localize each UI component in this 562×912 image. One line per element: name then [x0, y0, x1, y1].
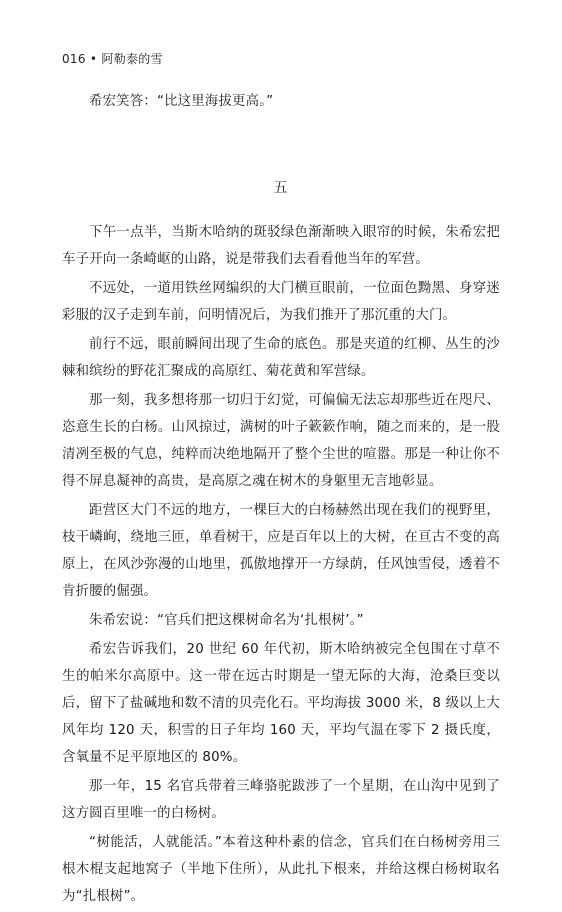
paragraph: 那一刻，我多想将那一切归于幻觉，可偏偏无法忘却那些近在咫尺、恣意生长的白杨。山风掠过，满树的叶子簌簌作响，随之而来的，是一股清冽至极的气息，纯粹而决绝地隔开了整个尘世的喧嚣。那是一种让你不得不屏息凝神的高贵，是高原之魂在树木的身躯里无言地彰显。 [62, 393, 500, 489]
paragraph: 距营区大门不远的地方，一棵巨大的白杨赫然出现在我们的视野里，枝干嶙峋，绕地三匝，单看树干，应是百年以上的大树，在亘古不变的高原上，在风沙弥漫的山地里，孤傲地撑开一方绿荫，任风蚀雪侵，透着不肯折腰的倔强。 [62, 503, 500, 599]
page-body [62, 88, 500, 912]
paragraph: 前行不远，眼前瞬间出现了生命的底色。那是夹道的红柳、丛生的沙棘和缤纷的野花汇聚成的高原红、菊花黄和军营绿。 [62, 337, 500, 379]
paragraph: “树能活，人就能活。”本着这种朴素的信念，官兵们在白杨树旁用三根木棍支起地窝子（半地下住所），从此扎下根来，并给这棵白杨树取名为“扎根树”。 [62, 835, 500, 904]
paragraph: 那一年，15 名官兵带着三峰骆驼跋涉了一个星期，在山沟中见到了这方圆百里唯一的白杨树。 [62, 779, 500, 821]
paragraph: 下午一点半，当斯木哈纳的斑驳绿色渐渐映入眼帘的时候，朱希宏把车子开向一条崎岖的山路，说是带我们去看看他当年的军营。 [62, 225, 500, 267]
section-paragraphs [62, 219, 500, 910]
lead-paragraph: 希宏笑答：“比这里海拔更高。” [89, 94, 274, 109]
paragraph: 朱希宏说：“官兵们把这棵树命名为‘扎根树’。” [89, 613, 364, 628]
paragraph: 不远处，一道用铁丝网编织的大门横亘眼前，一位面色黝黑、身穿迷彩服的汉子走到车前，问明情况后，为我们推开了那沉重的大门。 [62, 281, 500, 323]
section-heading: 五 [273, 180, 289, 196]
running-head: 016 • 阿勒泰的雪 [62, 52, 163, 66]
paragraph: 希宏告诉我们，20 世纪 60 年代初，斯木哈纳被完全包围在寸草不生的帕米尔高原中。这一带在远古时期是一望无际的大海，沧桑巨变以后，留下了盐碱地和数不清的贝壳化石。平均海拔 3000 米，8 级以上大风年均 120 天，积雪的日子年均 160 天，平均气温在零下 2 摄氏度，含氧量不足平原地区的 80%。 [62, 642, 500, 765]
